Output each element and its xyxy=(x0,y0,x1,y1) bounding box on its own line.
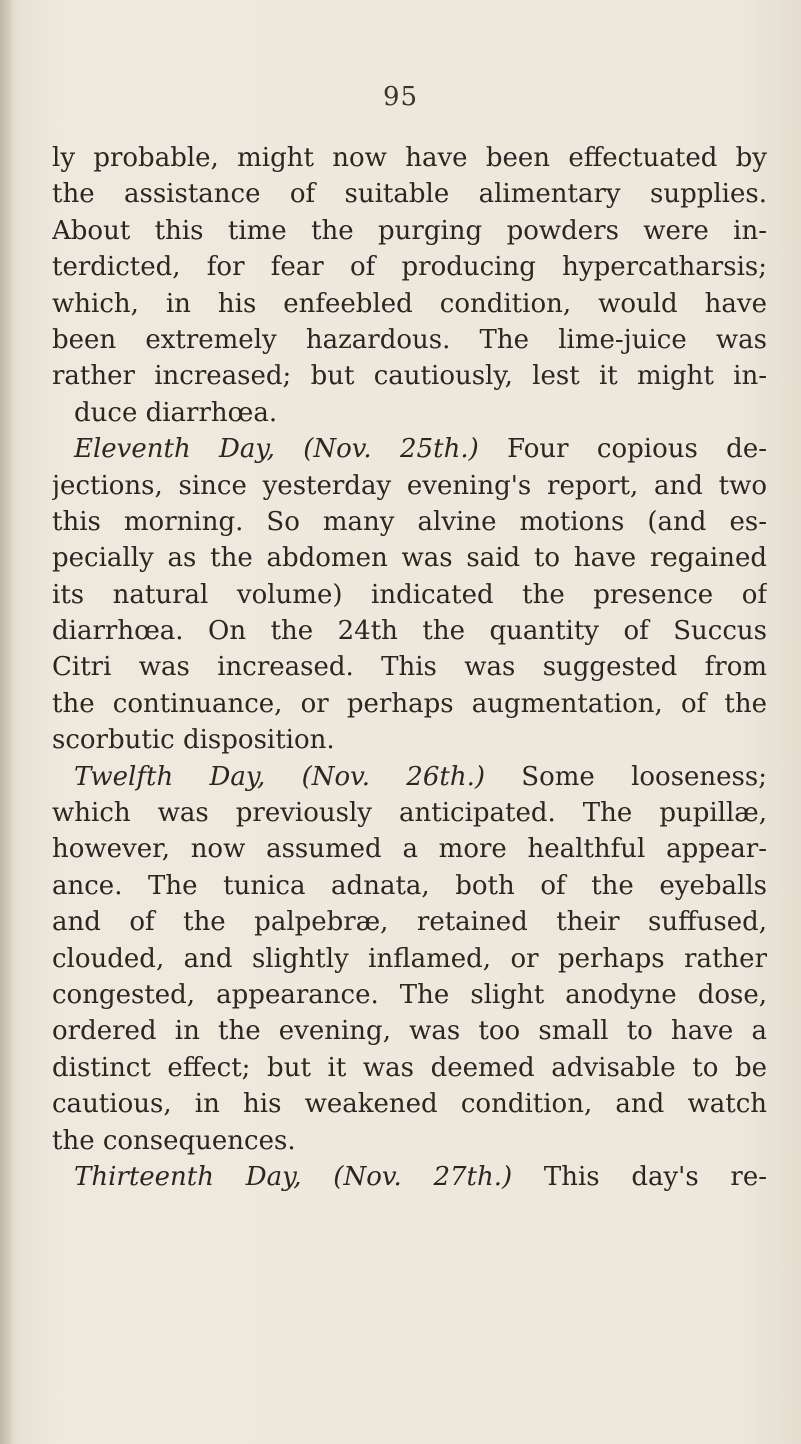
text-line: its natural volume) indicated the presence of xyxy=(52,579,767,610)
text-line: congested, appearance. The slight anodyne dose, xyxy=(52,979,767,1010)
text-line: been extremely hazardous. The lime-juice was xyxy=(52,324,767,355)
text-line: clouded, and slightly inflamed, or perhaps rather xyxy=(52,943,767,974)
text-line: scorbutic disposition. xyxy=(52,725,335,756)
entry-date-heading: Thirteenth Day, (Nov. 27th.) xyxy=(74,1161,513,1192)
body-text xyxy=(52,140,767,1195)
text-line: cautious, in his weakened condition, and watch xyxy=(52,1089,767,1120)
entry-date-heading: Twelfth Day, (Nov. 26th.) xyxy=(74,761,485,792)
text-line: which, in his enfeebled condition, would have xyxy=(52,288,767,319)
text-line: which was previously anticipated. The pupillæ, xyxy=(52,798,767,829)
text-line: this morning. So many alvine motions (and es- xyxy=(52,506,767,537)
text-line: pecially as the abdomen was said to have regained xyxy=(52,543,767,574)
entry-date-heading: Eleventh Day, (Nov. 25th.) xyxy=(74,434,479,465)
entry-heading-line xyxy=(52,759,767,795)
text-line: About this time the purging powders were in- xyxy=(52,215,767,246)
text-line: the consequences. xyxy=(52,1125,296,1156)
text-line: rather increased; but cautiously, lest it might in- xyxy=(52,361,767,392)
text-line: duce diarrhœa. xyxy=(74,397,278,428)
entry-text: This day's re- xyxy=(512,1161,767,1192)
page-gutter-shadow xyxy=(0,0,14,1444)
text-line: the assistance of suitable alimentary supplies. xyxy=(52,179,767,210)
text-line: distinct effect; but it was deemed advisable to be xyxy=(52,1052,767,1083)
text-line: diarrhœa. On the 24th the quantity of Succus xyxy=(52,616,767,647)
text-line: ordered in the evening, was too small to have a xyxy=(52,1016,767,1047)
text-line: jections, since yesterday evening's report, and two xyxy=(52,470,767,501)
text-line: ance. The tunica adnata, both of the eyeballs xyxy=(52,870,767,901)
entry-text: Four copious de- xyxy=(478,434,767,465)
entry-heading-line xyxy=(52,1159,767,1195)
entry-heading-line xyxy=(52,431,767,467)
text-line: and of the palpebræ, retained their suffused, xyxy=(52,907,767,938)
text-line: the continuance, or perhaps augmentation, of the xyxy=(52,688,767,719)
text-line: Citri was increased. This was suggested from xyxy=(52,652,767,683)
page-number: 95 xyxy=(382,82,419,112)
entry-text: Some looseness; xyxy=(485,761,767,792)
text-line: terdicted, for fear of producing hypercatharsis; xyxy=(52,252,767,283)
text-line: ly probable, might now have been effectuated by xyxy=(52,143,767,173)
text-line: however, now assumed a more healthful appear- xyxy=(52,834,767,865)
